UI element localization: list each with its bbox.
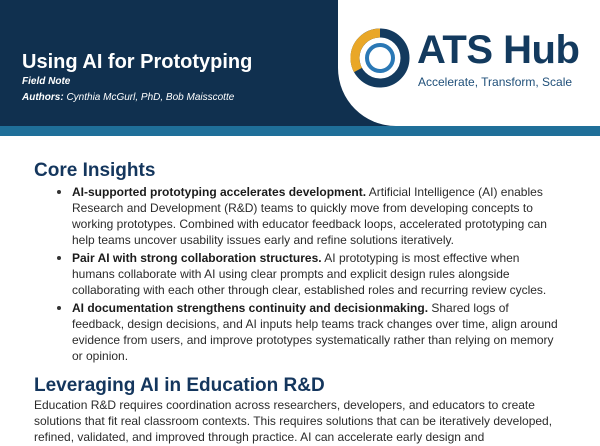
list-item bbox=[72, 300, 562, 364]
bullet-icon bbox=[57, 306, 61, 310]
logo-tagline: Accelerate, Transform, Scale bbox=[418, 75, 573, 89]
header-accent-stripe bbox=[0, 126, 600, 136]
document-title: Using AI for Prototyping bbox=[22, 51, 253, 73]
core-insights-heading: Core Insights bbox=[34, 160, 156, 181]
list-item-text: Artificial Intelligence (AI) enables Research and Development (R&D) teams to quickly move from developing concepts to working prototypes. Combined with educator feedback loops, accelerated prototyping can help teams uncover usability issues early and refine solutions iteratively. bbox=[72, 185, 547, 247]
core-insights-list bbox=[72, 184, 562, 366]
list-item-text: AI prototyping is most effective when humans collaborate with AI using clear prompts and explicit design rules alongside collaborating with each other through clear, established roles and recurring review cycles. bbox=[72, 251, 547, 297]
document-authors bbox=[22, 93, 234, 103]
bullet-icon bbox=[57, 190, 61, 194]
leveraging-ai-paragraph: Education R&D requires coordination across researchers, developers, and educators to create solutions that fit real classroom contexts. This requires solutions that can be iteratively developed, refined, validated, and improved through practice. AI can accelerate early design and bbox=[34, 398, 553, 444]
ats-hub-ring-logo-icon bbox=[350, 28, 410, 88]
logo-wordmark: ATS Hub bbox=[417, 28, 580, 72]
bullet-icon bbox=[57, 256, 61, 260]
list-item-lead: AI documentation strengthens continuity and decisionmaking. bbox=[72, 301, 429, 315]
leveraging-ai-heading: Leveraging AI in Education R&D bbox=[34, 375, 325, 396]
list-item-lead: Pair AI with strong collaboration structures. bbox=[72, 251, 322, 265]
list-item bbox=[72, 250, 562, 298]
document-type: Field Note bbox=[22, 76, 71, 87]
authors-label: Authors: bbox=[22, 92, 64, 103]
list-item bbox=[72, 184, 562, 248]
authors-names: Cynthia McGurl, PhD, Bob Maisscotte bbox=[66, 92, 235, 103]
list-item-text: Shared logs of feedback, design decisions, and AI inputs help teams track changes over time, align around evidence from users, and improve prototypes systematically rather than relying on memory or opinion. bbox=[72, 301, 558, 363]
list-item-lead: AI-supported prototyping accelerates development. bbox=[72, 185, 367, 199]
